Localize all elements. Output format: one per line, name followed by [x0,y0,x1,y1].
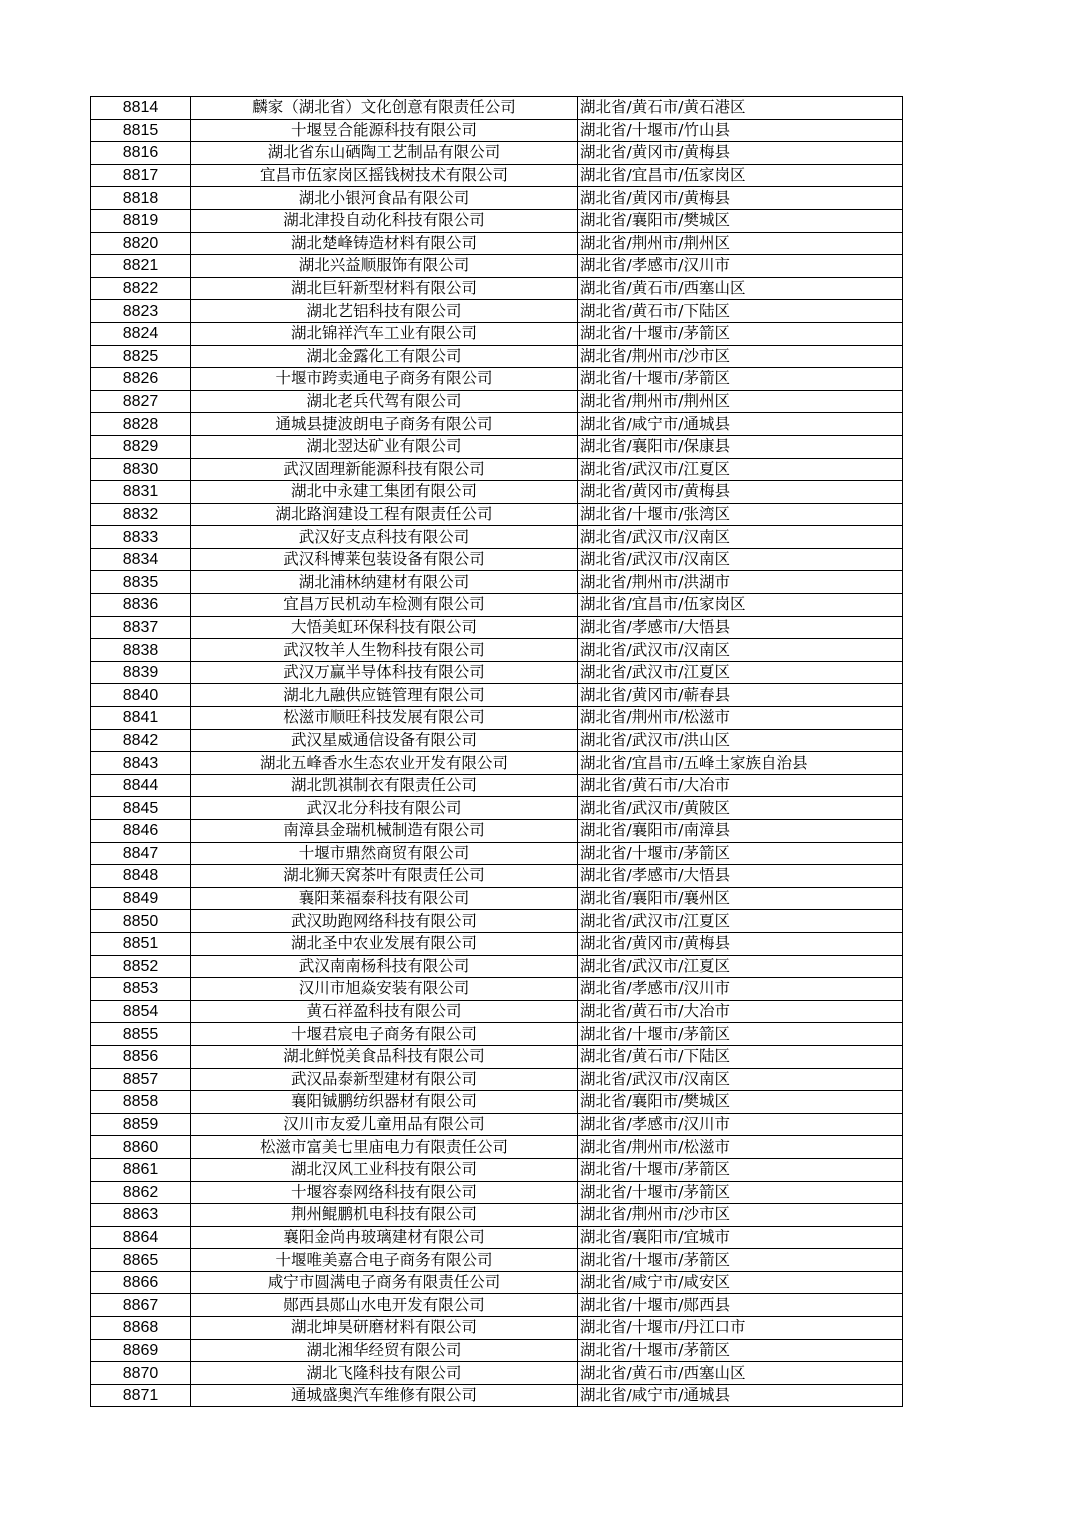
company-name-cell: 麟家（湖北省）文化创意有限责任公司 [191,97,578,120]
company-name-cell: 荆州鲲鹏机电科技有限公司 [191,1204,578,1227]
table-row [91,187,903,210]
region-cell: 湖北省/襄阳市/南漳县 [578,820,903,843]
table-row [91,277,903,300]
row-number-cell: 8829 [91,435,191,458]
company-name-cell: 武汉牧羊人生物科技有限公司 [191,639,578,662]
company-name-cell: 汉川市旭焱安装有限公司 [191,978,578,1001]
row-number-cell: 8848 [91,865,191,888]
region-cell: 湖北省/武汉市/江夏区 [578,458,903,481]
row-number-cell: 8833 [91,526,191,549]
region-cell: 湖北省/十堰市/茅箭区 [578,1023,903,1046]
row-number-cell: 8837 [91,616,191,639]
region-cell: 湖北省/黄冈市/黄梅县 [578,481,903,504]
company-name-cell: 大悟美虹环保科技有限公司 [191,616,578,639]
company-name-cell: 湖北浦林纳建材有限公司 [191,571,578,594]
table-row [91,119,903,142]
table-row [91,209,903,232]
table-row [91,255,903,278]
region-cell: 湖北省/咸宁市/通城县 [578,1384,903,1407]
company-name-cell: 湖北狮天窝茶叶有限责任公司 [191,865,578,888]
row-number-cell: 8825 [91,345,191,368]
row-number-cell: 8827 [91,390,191,413]
region-cell: 湖北省/襄阳市/保康县 [578,435,903,458]
row-number-cell: 8869 [91,1339,191,1362]
row-number-cell: 8868 [91,1317,191,1340]
row-number-cell: 8871 [91,1384,191,1407]
row-number-cell: 8858 [91,1091,191,1114]
row-number-cell: 8835 [91,571,191,594]
company-name-cell: 武汉南南杨科技有限公司 [191,955,578,978]
table-row [91,458,903,481]
table-row [91,1068,903,1091]
row-number-cell: 8844 [91,774,191,797]
region-cell: 湖北省/武汉市/汉南区 [578,526,903,549]
table-row [91,594,903,617]
region-cell: 湖北省/武汉市/洪山区 [578,729,903,752]
row-number-cell: 8817 [91,164,191,187]
table-row [91,639,903,662]
region-cell: 湖北省/黄石市/西塞山区 [578,277,903,300]
row-number-cell: 8846 [91,820,191,843]
region-cell: 湖北省/十堰市/茅箭区 [578,1249,903,1272]
row-number-cell: 8862 [91,1181,191,1204]
row-number-cell: 8865 [91,1249,191,1272]
table-row [91,1226,903,1249]
row-number-cell: 8852 [91,955,191,978]
company-name-cell: 武汉品泰新型建材有限公司 [191,1068,578,1091]
table-row [91,865,903,888]
company-name-cell: 襄阳金尚冉玻璃建材有限公司 [191,1226,578,1249]
region-cell: 湖北省/荆州市/沙市区 [578,1204,903,1227]
company-name-cell: 湖北艺铝科技有限公司 [191,300,578,323]
table-row [91,707,903,730]
table-row [91,729,903,752]
company-name-cell: 襄阳莱福泰科技有限公司 [191,887,578,910]
row-number-cell: 8847 [91,842,191,865]
company-name-cell: 湖北金露化工有限公司 [191,345,578,368]
row-number-cell: 8843 [91,752,191,775]
table-row [91,1339,903,1362]
table-row [91,97,903,120]
table-row [91,345,903,368]
company-name-cell: 南漳县金瑞机械制造有限公司 [191,820,578,843]
row-number-cell: 8828 [91,413,191,436]
table-row [91,526,903,549]
region-cell: 湖北省/武汉市/江夏区 [578,661,903,684]
company-name-cell: 襄阳铖鹏纺织器材有限公司 [191,1091,578,1114]
row-number-cell: 8842 [91,729,191,752]
table-row [91,164,903,187]
row-number-cell: 8841 [91,707,191,730]
region-cell: 湖北省/十堰市/丹江口市 [578,1317,903,1340]
company-name-cell: 湖北兴益顺服饰有限公司 [191,255,578,278]
table-row [91,1000,903,1023]
company-name-cell: 武汉北分科技有限公司 [191,797,578,820]
table-row [91,1317,903,1340]
region-cell: 湖北省/黄石市/大冶市 [578,774,903,797]
row-number-cell: 8818 [91,187,191,210]
row-number-cell: 8866 [91,1271,191,1294]
row-number-cell: 8820 [91,232,191,255]
row-number-cell: 8838 [91,639,191,662]
row-number-cell: 8814 [91,97,191,120]
table-row [91,322,903,345]
region-cell: 湖北省/黄石市/黄石港区 [578,97,903,120]
row-number-cell: 8831 [91,481,191,504]
region-cell: 湖北省/孝感市/大悟县 [578,616,903,639]
company-name-cell: 湖北巨轩新型材料有限公司 [191,277,578,300]
company-name-cell: 通城盛奥汽车维修有限公司 [191,1384,578,1407]
row-number-cell: 8839 [91,661,191,684]
row-number-cell: 8851 [91,932,191,955]
company-name-cell: 湖北五峰香水生态农业开发有限公司 [191,752,578,775]
row-number-cell: 8861 [91,1158,191,1181]
row-number-cell: 8815 [91,119,191,142]
region-cell: 湖北省/武汉市/汉南区 [578,639,903,662]
region-cell: 湖北省/十堰市/茅箭区 [578,1339,903,1362]
row-number-cell: 8864 [91,1226,191,1249]
row-number-cell: 8824 [91,322,191,345]
company-name-cell: 湖北鲜悦美食品科技有限公司 [191,1045,578,1068]
table-row [91,910,903,933]
table-row [91,368,903,391]
row-number-cell: 8819 [91,209,191,232]
company-name-cell: 湖北飞隆科技有限公司 [191,1362,578,1385]
company-name-cell: 十堰市鼎然商贸有限公司 [191,842,578,865]
table-row [91,661,903,684]
region-cell: 湖北省/荆州市/荆州区 [578,232,903,255]
row-number-cell: 8863 [91,1204,191,1227]
table-row [91,300,903,323]
table-row [91,820,903,843]
region-cell: 湖北省/武汉市/江夏区 [578,955,903,978]
table-row [91,1181,903,1204]
table-row [91,142,903,165]
row-number-cell: 8867 [91,1294,191,1317]
company-name-cell: 武汉万赢半导体科技有限公司 [191,661,578,684]
region-cell: 湖北省/咸宁市/通城县 [578,413,903,436]
company-name-cell: 武汉固理新能源科技有限公司 [191,458,578,481]
company-name-cell: 湖北锦祥汽车工业有限公司 [191,322,578,345]
region-cell: 湖北省/孝感市/汉川市 [578,255,903,278]
region-cell: 湖北省/黄石市/下陆区 [578,1045,903,1068]
company-name-cell: 湖北坤昊研磨材料有限公司 [191,1317,578,1340]
row-number-cell: 8857 [91,1068,191,1091]
company-name-cell: 郧西县郧山水电开发有限公司 [191,1294,578,1317]
company-name-cell: 十堰君宸电子商务有限公司 [191,1023,578,1046]
company-name-cell: 武汉助跑网络科技有限公司 [191,910,578,933]
region-cell: 湖北省/孝感市/汉川市 [578,978,903,1001]
company-name-cell: 松滋市顺旺科技发展有限公司 [191,707,578,730]
region-cell: 湖北省/黄冈市/黄梅县 [578,932,903,955]
table-row [91,932,903,955]
region-cell: 湖北省/荆州市/荆州区 [578,390,903,413]
row-number-cell: 8822 [91,277,191,300]
company-name-cell: 宜昌万民机动车检测有限公司 [191,594,578,617]
region-cell: 湖北省/黄冈市/黄梅县 [578,187,903,210]
table-row [91,684,903,707]
region-cell: 湖北省/武汉市/黄陂区 [578,797,903,820]
company-name-cell: 通城县捷波朗电子商务有限公司 [191,413,578,436]
region-cell: 湖北省/十堰市/茅箭区 [578,842,903,865]
row-number-cell: 8860 [91,1136,191,1159]
region-cell: 湖北省/武汉市/江夏区 [578,910,903,933]
company-name-cell: 松滋市富美七里庙电力有限责任公司 [191,1136,578,1159]
region-cell: 湖北省/黄石市/大冶市 [578,1000,903,1023]
company-name-cell: 十堰市跨卖通电子商务有限公司 [191,368,578,391]
row-number-cell: 8823 [91,300,191,323]
table-row [91,842,903,865]
table-row [91,413,903,436]
row-number-cell: 8845 [91,797,191,820]
company-name-cell: 湖北凯祺制衣有限责任公司 [191,774,578,797]
table-row [91,774,903,797]
company-name-cell: 宜昌市伍家岗区摇钱树技术有限公司 [191,164,578,187]
region-cell: 湖北省/黄冈市/黄梅县 [578,142,903,165]
company-name-cell: 黄石祥盈科技有限公司 [191,1000,578,1023]
company-name-cell: 十堰唯美嘉合电子商务有限公司 [191,1249,578,1272]
table-row [91,571,903,594]
table-row [91,797,903,820]
region-cell: 湖北省/黄石市/西塞山区 [578,1362,903,1385]
table-row [91,1384,903,1407]
row-number-cell: 8856 [91,1045,191,1068]
table-row [91,1271,903,1294]
company-name-cell: 湖北湘华经贸有限公司 [191,1339,578,1362]
table-row [91,955,903,978]
region-cell: 湖北省/十堰市/茅箭区 [578,322,903,345]
table-row [91,435,903,458]
row-number-cell: 8840 [91,684,191,707]
region-cell: 湖北省/武汉市/汉南区 [578,1068,903,1091]
table-row [91,548,903,571]
region-cell: 湖北省/襄阳市/樊城区 [578,1091,903,1114]
table-row [91,1045,903,1068]
table-row [91,481,903,504]
company-name-cell: 湖北中永建工集团有限公司 [191,481,578,504]
row-number-cell: 8854 [91,1000,191,1023]
company-name-cell: 武汉好支点科技有限公司 [191,526,578,549]
company-name-cell: 武汉星威通信设备有限公司 [191,729,578,752]
table-row [91,232,903,255]
region-cell: 湖北省/襄阳市/樊城区 [578,209,903,232]
region-cell: 湖北省/宜昌市/伍家岗区 [578,594,903,617]
region-cell: 湖北省/十堰市/茅箭区 [578,1158,903,1181]
table-row [91,1091,903,1114]
table-row [91,1362,903,1385]
table-row [91,978,903,1001]
company-name-cell: 湖北小银河食品有限公司 [191,187,578,210]
table-body [91,97,903,1407]
region-cell: 湖北省/荆州市/松滋市 [578,1136,903,1159]
company-name-cell: 汉川市友爱儿童用品有限公司 [191,1113,578,1136]
table-row [91,1023,903,1046]
company-name-cell: 湖北津投自动化科技有限公司 [191,209,578,232]
region-cell: 湖北省/襄阳市/宜城市 [578,1226,903,1249]
company-name-cell: 咸宁市圆满电子商务有限责任公司 [191,1271,578,1294]
company-name-cell: 湖北汉风工业科技有限公司 [191,1158,578,1181]
region-cell: 湖北省/武汉市/汉南区 [578,548,903,571]
table-row [91,1136,903,1159]
table-row [91,1294,903,1317]
table-row [91,1158,903,1181]
table-row [91,1204,903,1227]
region-cell: 湖北省/荆州市/沙市区 [578,345,903,368]
region-cell: 湖北省/黄冈市/蕲春县 [578,684,903,707]
region-cell: 湖北省/襄阳市/襄州区 [578,887,903,910]
row-number-cell: 8830 [91,458,191,481]
region-cell: 湖北省/荆州市/洪湖市 [578,571,903,594]
company-name-cell: 十堰容泰网络科技有限公司 [191,1181,578,1204]
row-number-cell: 8855 [91,1023,191,1046]
company-list-table [90,96,903,1407]
row-number-cell: 8836 [91,594,191,617]
row-number-cell: 8870 [91,1362,191,1385]
table-row [91,752,903,775]
row-number-cell: 8832 [91,503,191,526]
company-name-cell: 湖北楚峰铸造材料有限公司 [191,232,578,255]
table-row [91,1113,903,1136]
region-cell: 湖北省/孝感市/汉川市 [578,1113,903,1136]
region-cell: 湖北省/荆州市/松滋市 [578,707,903,730]
region-cell: 湖北省/咸宁市/咸安区 [578,1271,903,1294]
row-number-cell: 8821 [91,255,191,278]
table-row [91,390,903,413]
table-row [91,887,903,910]
row-number-cell: 8834 [91,548,191,571]
company-name-cell: 湖北翌达矿业有限公司 [191,435,578,458]
company-name-cell: 湖北圣中农业发展有限公司 [191,932,578,955]
region-cell: 湖北省/十堰市/郧西县 [578,1294,903,1317]
company-name-cell: 武汉科博莱包装设备有限公司 [191,548,578,571]
row-number-cell: 8849 [91,887,191,910]
table-row [91,616,903,639]
company-name-cell: 十堰昱合能源科技有限公司 [191,119,578,142]
row-number-cell: 8850 [91,910,191,933]
region-cell: 湖北省/十堰市/张湾区 [578,503,903,526]
row-number-cell: 8826 [91,368,191,391]
region-cell: 湖北省/十堰市/茅箭区 [578,1181,903,1204]
row-number-cell: 8816 [91,142,191,165]
company-name-cell: 湖北九融供应链管理有限公司 [191,684,578,707]
row-number-cell: 8859 [91,1113,191,1136]
region-cell: 湖北省/十堰市/竹山县 [578,119,903,142]
region-cell: 湖北省/宜昌市/伍家岗区 [578,164,903,187]
table-row [91,1249,903,1272]
company-name-cell: 湖北省东山硒陶工艺制品有限公司 [191,142,578,165]
region-cell: 湖北省/孝感市/大悟县 [578,865,903,888]
region-cell: 湖北省/黄石市/下陆区 [578,300,903,323]
region-cell: 湖北省/十堰市/茅箭区 [578,368,903,391]
company-name-cell: 湖北路润建设工程有限责任公司 [191,503,578,526]
company-name-cell: 湖北老兵代驾有限公司 [191,390,578,413]
row-number-cell: 8853 [91,978,191,1001]
region-cell: 湖北省/宜昌市/五峰土家族自治县 [578,752,903,775]
table-row [91,503,903,526]
